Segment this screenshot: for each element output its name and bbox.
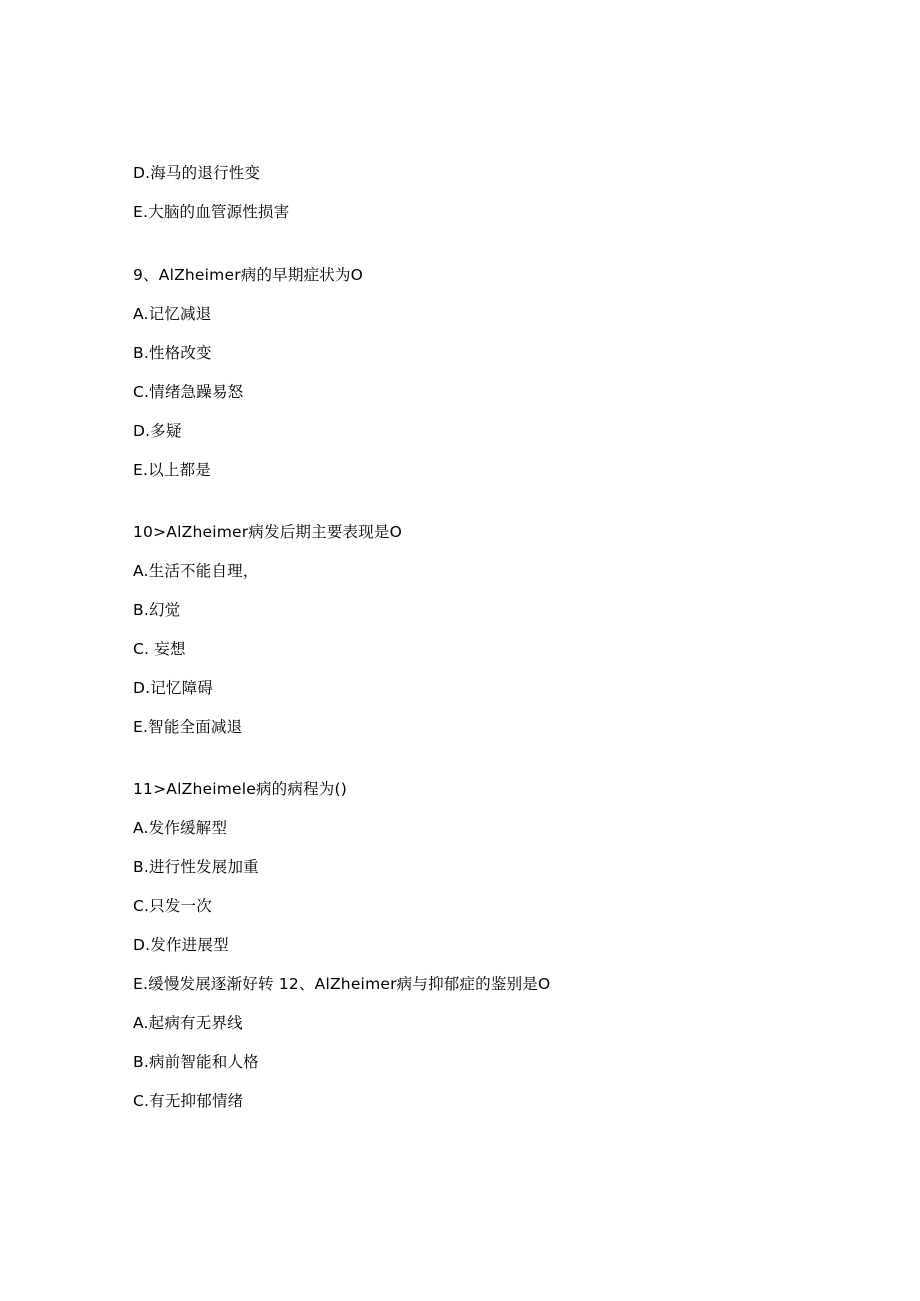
question-10: 10>AlZheimer病发后期主要表现是O: [133, 523, 403, 541]
option-e-q10: E.智能全面减退: [133, 718, 243, 736]
question-9: 9、AlZheimer病的早期症状为O: [133, 266, 364, 284]
option-a-q12: A.起病有无界线: [133, 1014, 243, 1032]
option-b-q9: B.性格改变: [133, 344, 212, 362]
option-d-q8: D.海马的退行性变: [133, 164, 261, 182]
option-a-q10: A.生活不能自理，: [133, 562, 259, 580]
option-c-q9: C.情绪急躁易怒: [133, 383, 244, 401]
option-d-q11: D.发作进展型: [133, 936, 229, 954]
option-c-q12: C.有无抑郁情绪: [133, 1092, 244, 1110]
option-b-q12: B.病前智能和人格: [133, 1053, 259, 1071]
question-11: 11>AlZheimele病的病程为(): [133, 780, 347, 798]
option-b-q10: B.幻觉: [133, 601, 181, 619]
option-b-q11: B.进行性发展加重: [133, 858, 259, 876]
option-e-q9: E.以上都是: [133, 461, 211, 479]
option-d-q10: D.记忆障碍: [133, 679, 214, 697]
option-a-q11: A.发作缓解型: [133, 819, 228, 837]
option-e-q11-and-question-12: E.缓慢发展逐渐好转 12、AlZheimer病与抑郁症的鉴别是O: [133, 975, 551, 993]
option-c-q11: C.只发一次: [133, 897, 212, 915]
option-d-q9: D.多疑: [133, 422, 182, 440]
option-e-q8: E.大脑的血管源性损害: [133, 203, 290, 221]
option-a-q9: A.记忆减退: [133, 305, 212, 323]
option-c-q10: C. 妄想: [133, 640, 186, 658]
